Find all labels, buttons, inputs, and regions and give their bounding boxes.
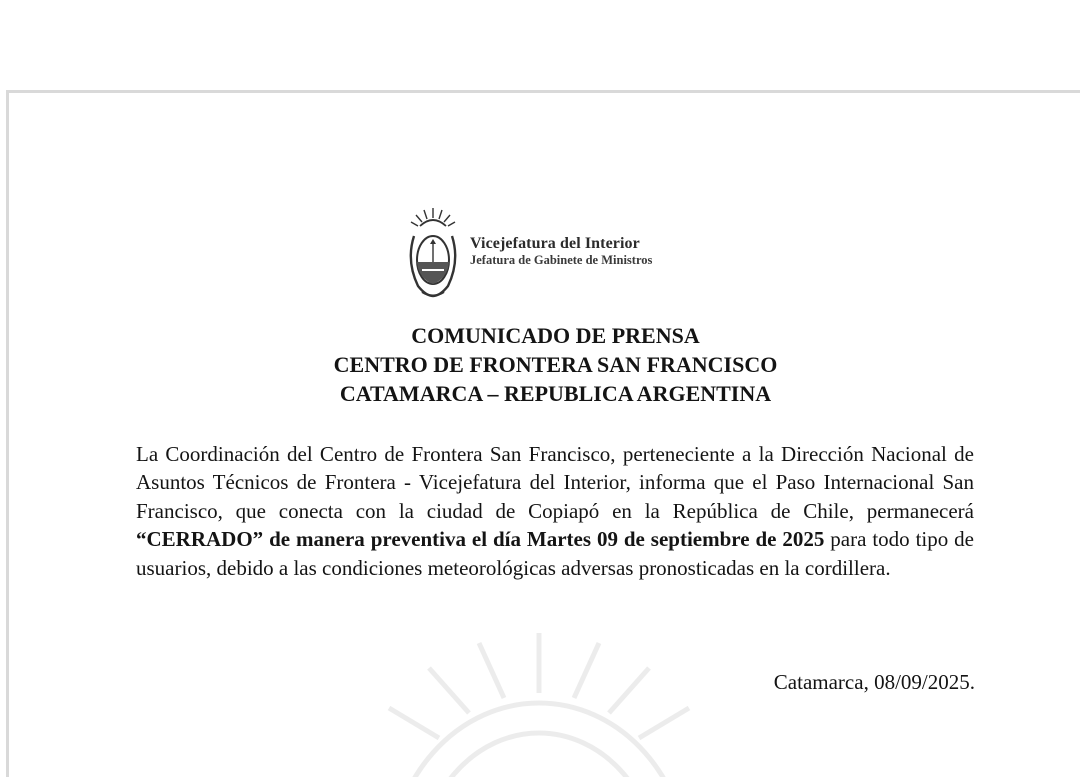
argentina-coat-of-arms-icon (404, 206, 462, 300)
body-paragraph (136, 440, 974, 582)
agency-subtitle: Jefatura de Gabinete de Ministros (470, 253, 653, 267)
body-text-part-2: para todo tipo de usuarios, debido a las condiciones meteorológicas adversas pronosticadas en la cordillera. (136, 527, 974, 580)
body-text-part-1: La Coordinación del Centro de Frontera San Francisco, perteneciente a la Dirección Nacional de Asuntos Técnicos de Frontera - Vicejefatura del Interior, informa que el Paso Internacional San Francisco, que conecta con la ciudad de Copiapó en la República de Chile, permanecerá (136, 442, 974, 523)
document-page (6, 90, 1080, 777)
title-line-3: CATAMARCA – REPUBLICA ARGENTINA (339, 381, 772, 406)
letterhead (404, 203, 652, 303)
place-and-date: Catamarca, 08/09/2025. (773, 670, 975, 694)
agency-name: Vicejefatura del Interior (470, 235, 640, 252)
top-margin (0, 0, 1080, 90)
title-line-1: COMUNICADO DE PRENSA (411, 323, 700, 348)
title-line-2: CENTRO DE FRONTERA SAN FRANCISCO (333, 352, 778, 377)
body-text-bold: “CERRADO” de manera preventiva el día Martes 09 de septiembre de 2025 (136, 527, 825, 552)
press-release-titles (9, 321, 1080, 408)
agency-block (470, 234, 652, 268)
